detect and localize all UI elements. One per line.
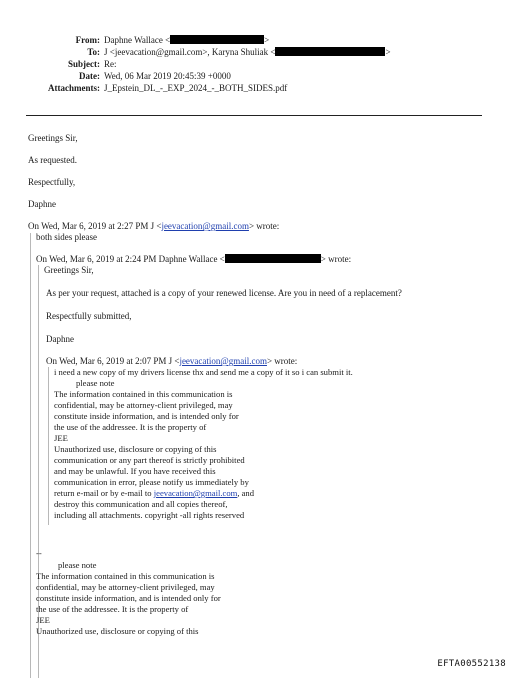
from-value	[104, 35, 269, 46]
disclaimer-line: communication or any part thereof is strictly prohibited	[54, 455, 245, 465]
body-line: As per your request, attached is a copy of your renewed license. Are you in need of a replacement?	[46, 288, 402, 298]
greeting: Greetings Sir,	[44, 265, 94, 275]
disclaimer-line: constitute inside information, and is intended only for	[54, 411, 239, 421]
to-email[interactable]: jeevacation@gmail.com	[114, 47, 203, 57]
greeting: Greetings Sir,	[28, 133, 78, 143]
quote-bar	[48, 367, 49, 525]
signature: Daphne	[46, 334, 74, 344]
header-divider	[26, 115, 482, 116]
disclaimer-line: JEE	[54, 433, 68, 443]
from-label: From:	[75, 35, 100, 45]
redaction-block	[225, 254, 321, 263]
disclaimer-line: communication in error, please notify us immediately by	[54, 477, 249, 487]
from-close: >	[264, 35, 270, 45]
signature: Daphne	[28, 199, 56, 209]
date-label: Date:	[79, 71, 100, 81]
disclaimer-heading: please note	[76, 378, 115, 388]
email-link[interactable]: jeevacation@gmail.com	[179, 356, 267, 366]
email-link[interactable]: jeevacation@gmail.com	[153, 488, 238, 498]
quote-body: both sides please	[36, 232, 97, 242]
disclaimer-line: confidential, may be attorney-client privileged, may	[54, 400, 233, 410]
attribution-text: > wrote:	[248, 221, 280, 231]
disclaimer-line: constitute inside information, and is intended only for	[36, 593, 221, 603]
email-link[interactable]: jeevacation@gmail.com	[161, 221, 249, 231]
to-value	[104, 47, 391, 58]
disclaimer-line: confidential, may be attorney-client privileged, may	[36, 582, 215, 592]
body-line: As requested.	[28, 155, 77, 165]
disclaimer-line: Unauthorized use, disclosure or copying of this	[54, 444, 217, 454]
body-line: i need a new copy of my drivers license thx and send me a copy of it so i can submit it.	[54, 367, 353, 377]
attribution-text: On Wed, Mar 6, 2019 at 2:24 PM Daphne Wallace <	[36, 254, 225, 264]
quote-bar	[30, 233, 31, 678]
disclaimer-line: including all attachments. copyright -all rights reserved	[54, 510, 245, 520]
to-label: To:	[87, 47, 100, 57]
disclaimer-line: and may be unlawful. If you have received this	[54, 466, 216, 476]
to-prefix: J <	[104, 47, 115, 57]
disclaimer-line: JEE	[36, 615, 50, 625]
document-id: EFTA00552138	[437, 659, 506, 669]
disclaimer-line: Unauthorized use, disclosure or copying of this	[36, 626, 199, 636]
disclaimer-heading: please note	[58, 560, 97, 570]
disclaimer-line: the use of the addressee. It is the property of	[54, 422, 207, 432]
from-name: Daphne Wallace <	[104, 35, 171, 45]
to-close: >	[385, 47, 391, 57]
closing: Respectfully,	[28, 177, 76, 187]
disclaimer-text: return e-mail or by e-mail to	[54, 488, 154, 498]
disclaimer-line: The information contained in this communication is	[36, 571, 215, 581]
redaction-block	[275, 47, 385, 56]
signature-separator: --	[36, 548, 42, 558]
attribution-text: On Wed, Mar 6, 2019 at 2:27 PM J <	[28, 221, 162, 231]
date-value: Wed, 06 Mar 2019 20:45:39 +0000	[104, 71, 231, 81]
disclaimer-line	[54, 488, 254, 499]
attachment-link[interactable]: J_Epstein_DL_-_EXP_2024_-_BOTH_SIDES.pdf	[104, 83, 288, 93]
attribution-text: > wrote:	[320, 254, 352, 264]
subject-label: Subject:	[68, 59, 100, 69]
quote-attribution	[46, 356, 297, 367]
quote-attribution	[36, 254, 351, 265]
to-mid: >, Karyna Shuliak <	[202, 47, 276, 57]
quote-attribution	[28, 221, 279, 232]
disclaimer-line: The information contained in this communication is	[54, 389, 233, 399]
closing: Respectfully submitted,	[46, 311, 132, 321]
disclaimer-text: , and	[237, 488, 255, 498]
redaction-block	[170, 35, 264, 44]
attachments-label: Attachments:	[48, 83, 100, 93]
attribution-text: On Wed, Mar 6, 2019 at 2:07 PM J <	[46, 356, 180, 366]
disclaimer-line: destroy this communication and all copies thereof,	[54, 499, 228, 509]
subject-value: Re:	[104, 59, 117, 69]
attribution-text: > wrote:	[266, 356, 298, 366]
disclaimer-line: the use of the addressee. It is the property of	[36, 604, 189, 614]
